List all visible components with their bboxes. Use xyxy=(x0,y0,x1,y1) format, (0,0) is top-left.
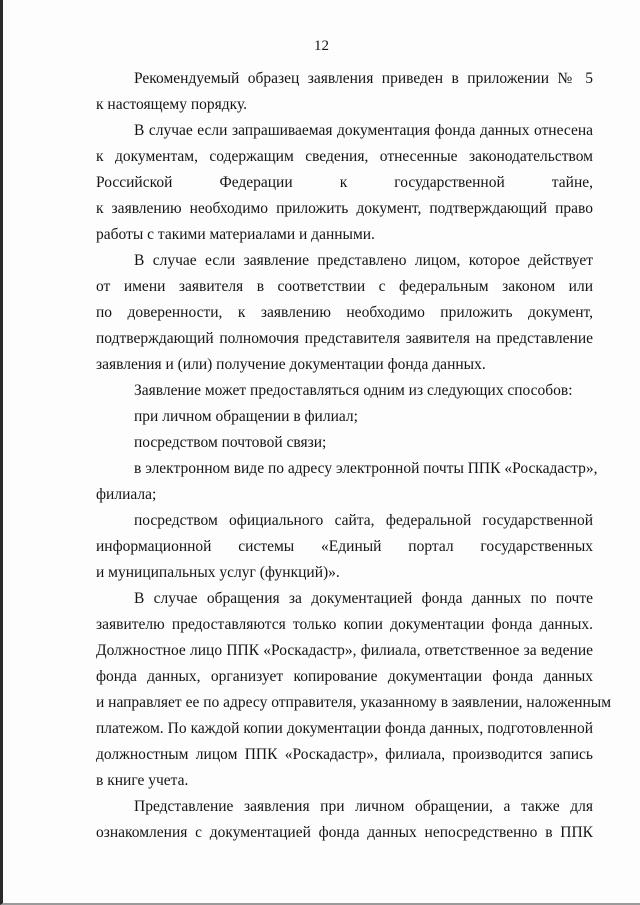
text-line: Рекомендуемый образец заявления приведен в приложении № 5 xyxy=(134,70,593,87)
text-line: подтверждающий полномочия представителя заявителя на представление xyxy=(96,330,593,347)
text-line: Российской Федерации к государственной тайне, xyxy=(96,174,593,191)
text-line: по доверенности, к заявлению необходимо приложить документ, xyxy=(96,304,593,321)
text-line: в книге учета. xyxy=(96,772,189,789)
text-line: и направляет ее по адресу отправителя, указанному в заявлении, наложенным xyxy=(96,694,612,711)
text-line: платежом. По каждой копии документации фонда данных, подготовленной xyxy=(96,720,593,737)
text-line: к настоящему порядку. xyxy=(96,96,248,113)
text-line: фонда данных, организует копирование документации фонда данных xyxy=(96,668,593,685)
text-line: Представление заявления при личном обращении, а также для xyxy=(134,798,593,815)
text-line: В случае если заявление представлено лицом, которое действует xyxy=(134,252,593,269)
text-line: Заявление может предоставляться одним из следующих способов: xyxy=(134,382,573,399)
text-line: при личном обращении в филиал; xyxy=(134,408,358,425)
page-number: 12 xyxy=(314,38,329,54)
text-line: ознакомления с документацией фонда данных непосредственно в ППК xyxy=(96,824,593,841)
text-line: к заявлению необходимо приложить документ, подтверждающий право xyxy=(96,200,593,217)
text-line: от имени заявителя в соответствии с федеральным законом или xyxy=(96,278,593,295)
text-line: и муниципальных услуг (функций)». xyxy=(96,564,340,581)
text-line: заявителю предоставляются только копии документации фонда данных. xyxy=(96,616,593,633)
text-line: информационной системы «Единый портал государственных xyxy=(96,538,593,555)
text-line: В случае если запрашиваемая документация фонда данных отнесена xyxy=(134,122,593,139)
text-line: В случае обращения за документацией фонда данных по почте xyxy=(134,590,593,607)
text-line: в электронном виде по адресу электронной почты ППК «Роскадастр», xyxy=(134,460,598,477)
text-line: филиала; xyxy=(96,486,157,503)
text-line: Должностное лицо ППК «Роскадастр», филиала, ответственное за ведение xyxy=(96,642,593,659)
text-line: работы с такими материалами и данными. xyxy=(96,226,375,243)
text-line: посредством почтовой связи; xyxy=(134,434,327,451)
text-line: должностным лицом ППК «Роскадастр», филиала, производится запись xyxy=(96,746,593,763)
text-line: заявления и (или) получение документации фонда данных. xyxy=(96,356,486,373)
text-line: к документам, содержащим сведения, отнесенные законодательством xyxy=(96,148,593,165)
text-line: посредством официального сайта, федеральной государственной xyxy=(134,512,593,529)
